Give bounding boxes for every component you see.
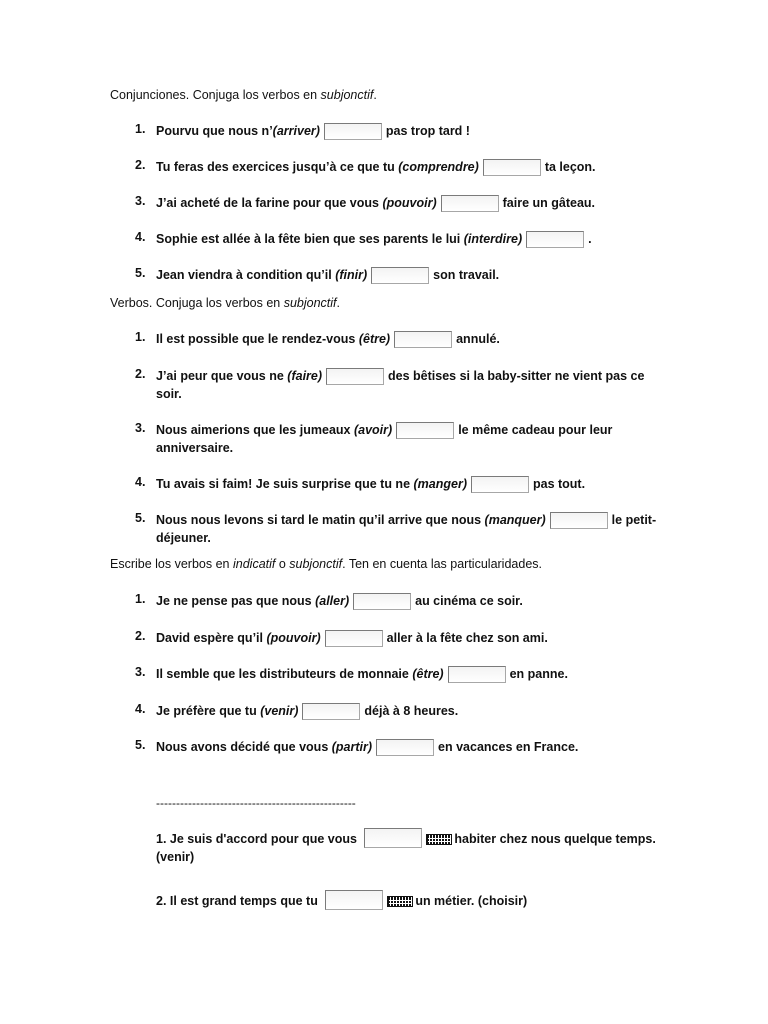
answer-input[interactable]	[550, 512, 608, 529]
section-title-conjunciones: Conjunciones. Conjuga los verbos en subjonctif.	[110, 88, 377, 102]
answer-input[interactable]	[396, 422, 454, 439]
answer-input[interactable]	[441, 195, 499, 212]
answer-input[interactable]	[376, 739, 434, 756]
answer-input[interactable]	[353, 593, 411, 610]
keyboard-icon[interactable]	[387, 896, 413, 907]
section-title-escribe: Escribe los verbos en indicatif o subjonctif. Ten en cuenta las particularidades.	[110, 557, 542, 571]
answer-input[interactable]	[324, 123, 382, 140]
answer-input[interactable]	[483, 159, 541, 176]
answer-input[interactable]	[326, 368, 384, 385]
answer-input[interactable]	[364, 828, 422, 848]
answer-input[interactable]	[394, 331, 452, 348]
answer-input[interactable]	[471, 476, 529, 493]
answer-input[interactable]	[526, 231, 584, 248]
divider-line: --------------------------------------------------	[156, 796, 356, 810]
keyboard-icon[interactable]	[426, 834, 452, 845]
answer-input[interactable]	[325, 890, 383, 910]
extra-exercise-item: 1. Je suis d'accord pour que vous habiter chez nous quelque temps. (venir)	[156, 828, 676, 866]
answer-input[interactable]	[302, 703, 360, 720]
section-title-verbos: Verbos. Conjuga los verbos en subjonctif.	[110, 296, 341, 310]
answer-input[interactable]	[448, 666, 506, 683]
answer-input[interactable]	[325, 630, 383, 647]
extra-exercise-item: 2. Il est grand temps que tu un métier. (choisir)	[156, 890, 676, 910]
answer-input[interactable]	[371, 267, 429, 284]
